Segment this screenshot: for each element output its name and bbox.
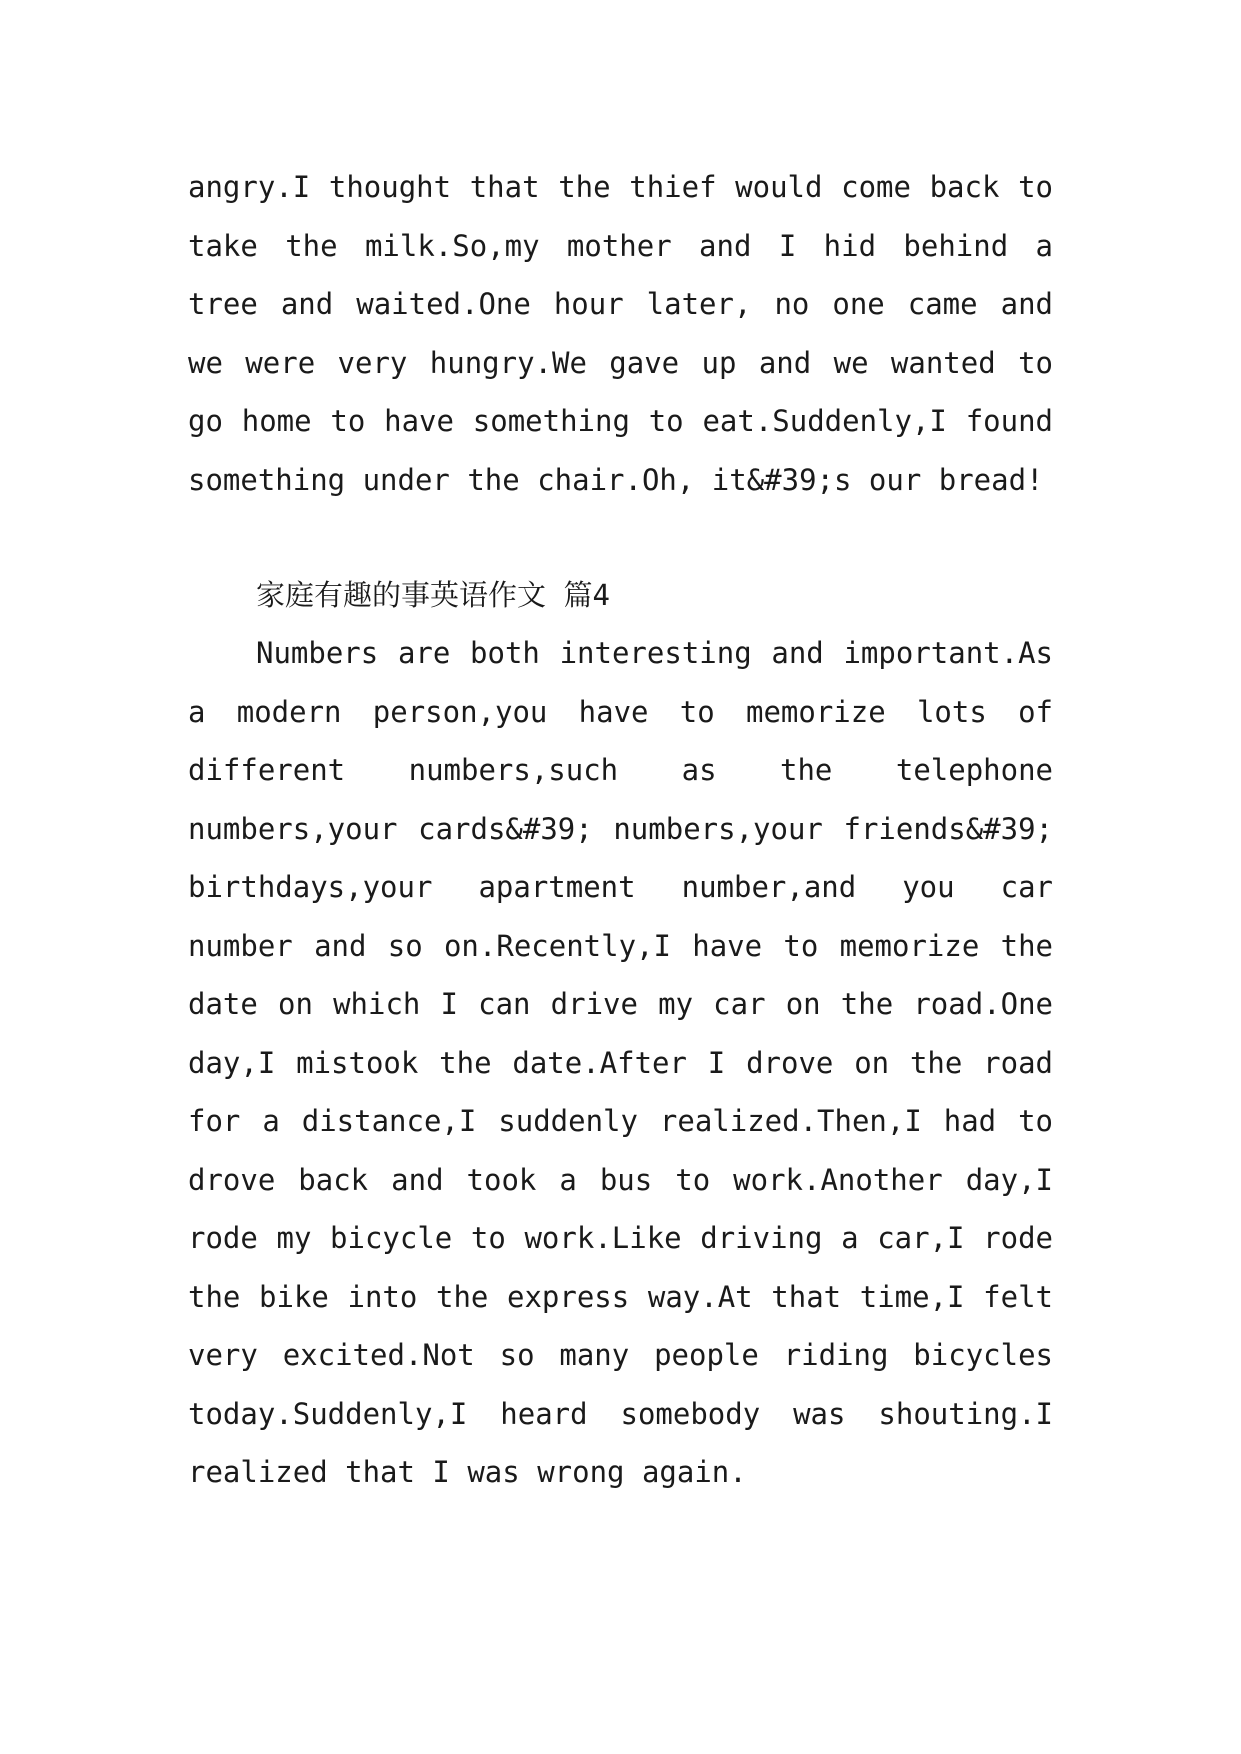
- paragraph: Numbers are both interesting and important.As a modern person,you have to memorize lots of different numbers,such as the telephone numbers,your cards&#39; numbers,your friends&#39; birthdays,your apartment number,and you car number and so on.Recently,I have to memorize the date on which I can drive my car on the road.One day,I mistook the date.After I drove on the road for a distance,I suddenly realized.Then,I had to drove back and took a bus to work.Another day,I rode my bicycle to work.Like driving a car,I rode the bike into the express way.At that time,I felt very excited.Not so many people riding bicycles today.Suddenly,I heard somebody was shouting.I realized that I was wrong again.: [188, 636, 1053, 1489]
- paragraph: angry.I thought that the thief would come back to take the milk.So,my mother and I hid behind a tree and waited.One hour later, no one came and we were very hungry.We gave up and we wanted to go home to have something to eat.Suddenly,I found something under the chair.Oh, it&#39;s our bread!: [188, 170, 1053, 497]
- section-heading: 家庭有趣的事英语作文 篇4: [256, 578, 610, 612]
